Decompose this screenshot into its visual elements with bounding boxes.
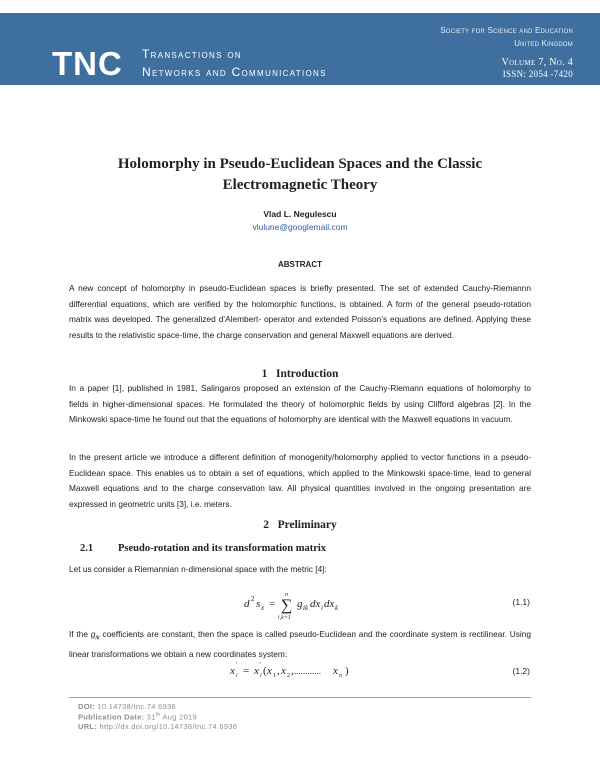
- paper-title-line1: Holomorphy in Pseudo-Euclidean Spaces and the Classic: [117, 156, 483, 172]
- preliminary-paragraph-2: [69, 627, 531, 663]
- subsection-number: 2.1: [80, 543, 94, 554]
- intro-paragraph-1: In a paper [1], published in 1981, Salingaros proposed an extension of the Cauchy-Riemann equations of holomorphy to fields in higher-dimensional spaces. He formulated the theory of holomorphic fields by using Clifford algebras [2]. In the Minkowski space-time he found out that the equations of holomorphy are identical with the Maxwell equations in vacuum.: [69, 383, 531, 425]
- pub-day: 31: [146, 712, 156, 722]
- svg-text:ik: ik: [303, 604, 309, 612]
- sum-upper-limit: n: [285, 592, 288, 598]
- svg-text:g: g: [297, 598, 303, 610]
- svg-text:i: i: [321, 604, 323, 612]
- intro-paragraph-2: In the present article we introduce a different definition of monogenity/holomorphy applied to vector functions in a pseudo-Euclidean space. This enables us to obtain a set of equations, which applied to the Minkowski space-time, lead to general Maxwell equations and to the charge conservation law. All physical quantities involved in the ongoing presentation are expressed in geometric units [3], i.e. meters.: [69, 452, 531, 509]
- svg-text:=: =: [243, 665, 250, 677]
- svg-text:x: x: [267, 665, 272, 677]
- svg-text:d: d: [244, 598, 250, 610]
- svg-text:2: 2: [251, 595, 255, 603]
- pub-day-suffix: th: [155, 712, 161, 718]
- g-symbol: g: [90, 629, 96, 639]
- svg-text:2: 2: [287, 673, 290, 679]
- para2-text-a: If the: [69, 629, 91, 639]
- footer-divider: [69, 697, 531, 698]
- doi-value[interactable]: 10.14738/tnc.74.6936: [97, 702, 176, 711]
- section-2-heading: 2 Preliminary: [263, 519, 337, 531]
- journal-banner: [0, 13, 600, 85]
- subsection-title: Pseudo-rotation and its transformation matrix: [118, 543, 327, 554]
- svg-text:,: ,: [277, 665, 280, 677]
- svg-text:x: x: [261, 604, 265, 612]
- equation-1-1: [244, 588, 384, 622]
- equation-1-1-number: (1.1): [512, 597, 530, 607]
- subsection-2-1-heading: [80, 543, 326, 554]
- publisher-country: United Kingdom: [514, 39, 573, 48]
- paper-title-line2: Electromagnetic Theory: [222, 177, 378, 193]
- svg-text:(: (: [263, 665, 267, 677]
- footer-publication-date: [78, 712, 197, 722]
- pub-month-year: Aug 2019: [162, 712, 197, 722]
- journal-name-line1: Transactions on: [142, 47, 242, 61]
- svg-text:1: 1: [273, 673, 276, 679]
- svg-text:n: n: [339, 673, 342, 679]
- svg-text:x: x: [254, 665, 259, 677]
- svg-text:x: x: [281, 665, 286, 677]
- svg-text:=: =: [269, 598, 276, 610]
- svg-text:k: k: [335, 604, 339, 612]
- paper-title: [60, 154, 540, 196]
- journal-logo: TNC: [52, 45, 123, 82]
- footer-doi: [78, 702, 176, 711]
- svg-text:dx: dx: [324, 598, 335, 610]
- svg-text:dx: dx: [310, 598, 321, 610]
- journal-name-line2: Networks and Communications: [142, 65, 327, 79]
- preliminary-paragraph-1: Let us consider a Riemannian n-dimensional space with the metric [4]:: [69, 564, 327, 574]
- sum-lower-limit: i,k=1: [278, 615, 291, 621]
- footer-url: [78, 722, 237, 731]
- publisher-society: Society for Science and Education: [440, 26, 573, 35]
- svg-text:i: i: [236, 673, 238, 679]
- equation-1-2-formula: [230, 661, 370, 681]
- url-label: URL:: [78, 722, 98, 731]
- svg-text:x: x: [333, 665, 338, 677]
- equation-1-1-formula: [244, 588, 384, 622]
- svg-text:x: x: [230, 665, 235, 677]
- equation-1-2: [230, 661, 370, 681]
- ik-subscript: ik: [95, 635, 100, 642]
- abstract-text: A new concept of holomorphy in pseudo-Euclidean spaces is briefly presented. The set of extended Cauchy-Riemannn differential equations, which are verified by the holomorphic functions, is obtained. A form of the general pseudo-rotation matrix was developed. The generalized d’Alembert- operator and extended Poisson’s equations are defined. Applying these results to the relativistic space-time, the charge conservation and general Maxwell equations are derived.: [69, 283, 531, 340]
- doi-label: DOI:: [78, 702, 96, 711]
- abstract-heading: ABSTRACT: [278, 260, 322, 269]
- svg-text:): ): [345, 665, 349, 677]
- pub-date-label: Publication Date:: [78, 712, 145, 722]
- svg-text:∑: ∑: [281, 597, 293, 614]
- svg-text:,: ,: [291, 665, 294, 677]
- volume-issue: Volume 7, No. 4: [501, 57, 573, 68]
- issn: ISSN: 2054 -7420: [502, 69, 573, 79]
- svg-text:': ': [235, 661, 237, 669]
- eq-dots: ............: [294, 666, 321, 676]
- para2-text-b: coefficients are constant, then the space is called pseudo-Euclidean and the coordinate system is rectilinear. Using linear transformations we obtain a new coordinates system:: [69, 629, 531, 660]
- svg-text:i: i: [260, 673, 262, 679]
- equation-1-2-number: (1.2): [512, 666, 530, 676]
- gik-symbol: [90, 629, 100, 642]
- author-email-link[interactable]: vlulune@googlemail.com: [252, 222, 348, 232]
- author-name: Vlad L. Negulescu: [263, 209, 337, 219]
- svg-text:': ': [259, 661, 261, 669]
- section-1-heading: 1 Introduction: [261, 368, 339, 380]
- url-link[interactable]: http://dx.doi.org/10.14738/tnc.74.6936: [99, 722, 238, 731]
- svg-text:s: s: [256, 598, 261, 610]
